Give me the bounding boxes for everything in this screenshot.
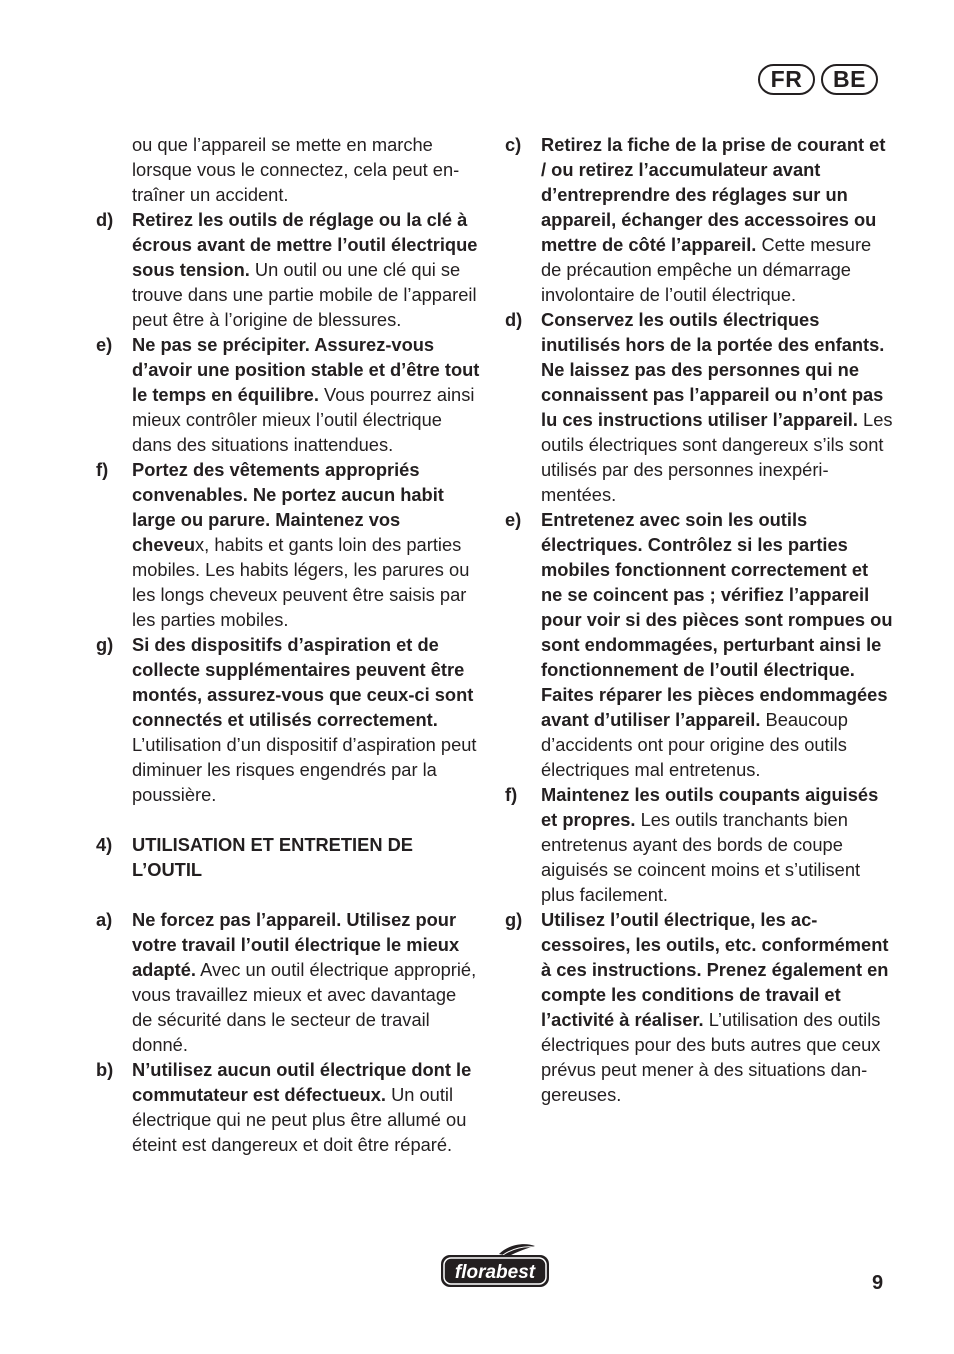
section-title: UTILISATION ET ENTRETIEN DE L’OUTIL <box>132 834 413 880</box>
item-marker: d) <box>96 209 114 230</box>
item-bold-text: Ne pas se précipiter. Assurez-vous d’avoir une position stable et d’être tout le temps en équilibre. <box>132 334 480 405</box>
item-bold-text: N’utilisez aucun outil électrique dont le commutateur est défectueux. <box>132 1059 472 1105</box>
list-item <box>96 632 480 807</box>
item-bold-text: Utilisez l’outil électrique, les accessoires, les outils, etc. conformément à ces instructions. Prenez également en compte les conditions de travail et l’activité à réaliser. <box>541 909 889 1030</box>
left-column <box>96 132 480 1157</box>
item-bold-text: Retirez les outils de réglage ou la clé à écrous avant de mettre l’outil électrique sous tension. <box>132 209 478 280</box>
item-marker: g) <box>96 634 114 655</box>
item-text: Beaucoup d’accidents ont pour origine des outils électriques mal entretenus. <box>541 709 848 780</box>
item-marker: f) <box>96 459 109 480</box>
item-bold-text: Maintenez les outils coupants aiguisés et propres. <box>541 784 879 830</box>
item-text: Avec un outil électrique approprié, vous travaillez mieux et avec davantage de sécurité dans le secteur de travail donné. <box>132 959 477 1055</box>
language-badges <box>758 64 878 95</box>
language-badge-fr: FR <box>758 64 815 95</box>
list-item <box>505 132 893 307</box>
item-text: L’utilisation d’un dispositif d’aspiration peut diminuer les risques engendrés par la poussière. <box>132 734 477 805</box>
item-marker: e) <box>96 334 113 355</box>
right-column <box>505 132 893 1107</box>
item-text: L’utilisation des outils électriques pour des buts autres que ceux prévus peut mener à des situations dangereuses. <box>541 1009 881 1105</box>
item-text: Les outils électriques sont dangereux s’ils sont utilisés par des personnes inexpérimentées. <box>541 409 893 505</box>
item-marker: d) <box>505 309 523 330</box>
item-marker: c) <box>505 134 522 155</box>
florabest-logo <box>439 1244 551 1290</box>
list-item <box>505 307 893 507</box>
item-text: Vous pourrez ainsi mieux contrôler mieux l’outil électrique dans des situations inattendues. <box>132 384 475 455</box>
item-bold-text: Retirez la fiche de la prise de courant et / ou retirez l’accumulateur avant d’entreprendre des réglages sur un appareil, échanger des accessoires ou mettre de côté l’appareil. <box>541 134 886 255</box>
section-marker: 4) <box>96 834 113 855</box>
item-bold-text: Conservez les outils électriques inutilisés hors de la portée des enfants. Ne laissez pas des personnes qui ne connaissent pas l’appareil ou n’ont pas lu ces instructions utiliser l’appareil. <box>541 309 885 430</box>
item-text: Cette mesure de précaution empêche un démarrage involontaire de l’outil électrique. <box>541 234 872 305</box>
list-item <box>96 207 480 332</box>
continued-text: ou que l’appareil se mette en marche lorsque vous le connectez, cela peut entraîner un accident. <box>132 134 460 205</box>
list-item <box>505 507 893 782</box>
language-badge-be: BE <box>821 64 878 95</box>
list-item <box>96 907 480 1057</box>
item-text: Les outils tranchants bien entretenus ayant des bords de coupe aiguisés se coincent moins et s’utilisent plus facilement. <box>541 809 861 905</box>
list-item <box>505 782 893 907</box>
item-text: Un outil ou une clé qui se trouve dans une partie mobile de l’appareil peut être à l’origine de blessures. <box>132 259 477 330</box>
section-heading <box>96 832 480 882</box>
list-item <box>96 457 480 632</box>
item-bold-text: Entretenez avec soin les outils électriques. Contrôlez si les parties mobiles fonctionnent correctement et ne se coincent pas ; vérifiez l’appareil pour voir si des pièces sont rompues ou sont endommagées, perturbant ainsi le fonctionnement de l’outil électrique. Faites réparer les pièces endommagées avant d’utiliser l’appareil. <box>541 509 893 730</box>
item-marker: f) <box>505 784 518 805</box>
list-item <box>505 907 893 1107</box>
list-item <box>96 332 480 457</box>
item-marker: b) <box>96 1059 114 1080</box>
item-marker: e) <box>505 509 522 530</box>
item-text: x, habits et gants loin des parties mobiles. Les habits légers, les parures ou les longs cheveux peuvent être saisis par les parties mobiles. <box>132 534 470 630</box>
item-bold-text: Si des dispositifs d’aspiration et de collecte supplémentaires peuvent être montés, assurez-vous que ceux-ci sont connectés et utilisés correctement. <box>132 634 474 730</box>
item-marker: g) <box>505 909 523 930</box>
item-marker: a) <box>96 909 113 930</box>
list-item <box>96 1057 480 1157</box>
item-bold-text: Portez des vêtements appropriés convenables. Ne portez aucun habit large ou parure. Maintenez vos cheveu <box>132 459 444 555</box>
page-number: 9 <box>872 1272 884 1294</box>
item-text: Un outil électrique qui ne peut plus être allumé ou éteint est dangereux et doit être réparé. <box>132 1084 467 1155</box>
logo-text: florabest <box>454 1262 536 1283</box>
item-bold-text: Ne forcez pas l’appareil. Utilisez pour votre travail l’outil électrique le mieux adapté. <box>132 909 460 980</box>
